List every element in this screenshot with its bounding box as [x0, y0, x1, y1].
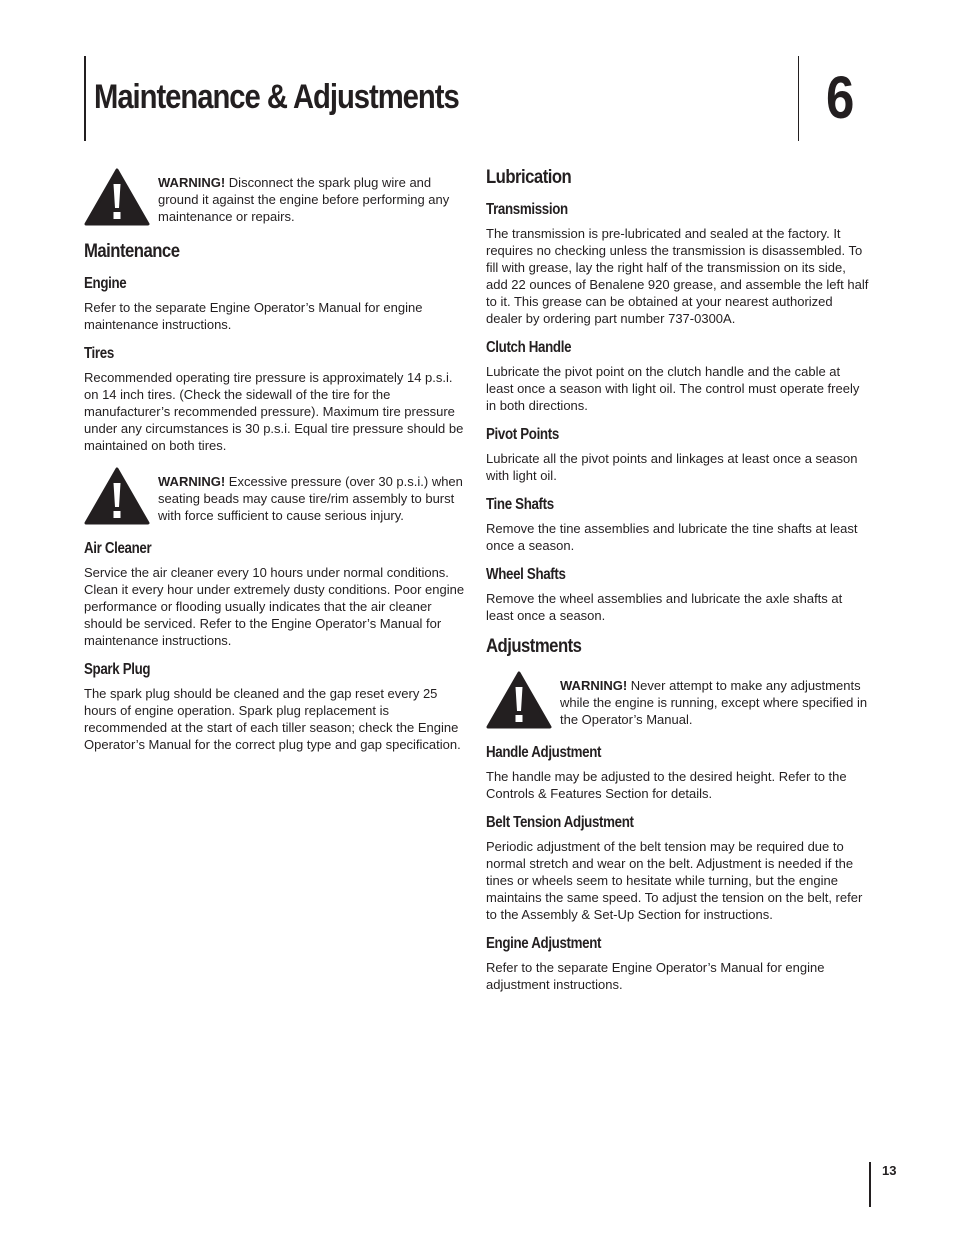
paragraph-engine: Refer to the separate Engine Operator’s Manual for engine maintenance instructions.	[84, 300, 423, 332]
paragraph-clutch-handle: Lubricate the pivot point on the clutch handle and the cable at least once a season with light oil. The control must operate freely in both directions.	[486, 364, 860, 413]
warning-triangle-icon	[84, 168, 150, 226]
warning-label: WARNING!	[560, 678, 628, 693]
warning-message: Never attempt to make any adjustments while the engine is running, except where specified in the Operator’s Manual.	[560, 678, 868, 727]
section-heading-lubrication: Lubrication	[486, 167, 572, 188]
subheading-engine: Engine	[84, 275, 127, 292]
subheading-handle-adjustment: Handle Adjustment	[486, 744, 602, 761]
subheading-clutch-handle: Clutch Handle	[486, 339, 572, 356]
paragraph-pivot-points: Lubricate all the pivot points and linkages at least once a season with light oil.	[486, 451, 858, 483]
paragraph-handle-adjustment: The handle may be adjusted to the desired height. Refer to the Controls & Features Section for details.	[486, 769, 847, 801]
paragraph-tine-shafts: Remove the tine assemblies and lubricate the tine shafts at least once a season.	[486, 521, 858, 553]
paragraph-wheel-shafts: Remove the wheel assemblies and lubricate the axle shafts at least once a season.	[486, 591, 843, 623]
subheading-transmission: Transmission	[486, 201, 568, 218]
subheading-air-cleaner: Air Cleaner	[84, 540, 152, 557]
warning-triangle-icon	[486, 671, 552, 729]
warning-label: WARNING!	[158, 175, 226, 190]
warning-text	[158, 473, 468, 524]
footer-rule	[869, 1162, 871, 1207]
paragraph-transmission: The transmission is pre-lubricated and sealed at the factory. It requires no checking unless the transmission is disassembled. To fill with grease, lay the right half of the transmission on its side, add 22 ounces of Benalene 920 grease, and assemble the left half to it. This grease can be obtained at your nearest authorized dealer by ordering part number 737-0300A.	[486, 226, 869, 326]
subheading-wheel-shafts: Wheel Shafts	[486, 566, 566, 583]
subheading-tires: Tires	[84, 345, 114, 362]
paragraph-tires: Recommended operating tire pressure is approximately 14 p.s.i. on 14 inch tires. (Check the sidewall of the tire for the manufacturer’s recommended pressure). Maximum tire pressure under any circumstances is 30 p.s.i. Equal tire pressure should be maintained on both tires.	[84, 370, 464, 453]
subheading-belt-tension-adjustment: Belt Tension Adjustment	[486, 814, 634, 831]
subheading-spark-plug: Spark Plug	[84, 661, 151, 678]
subheading-tine-shafts: Tine Shafts	[486, 496, 554, 513]
page-title: Maintenance & Adjustments	[94, 78, 459, 116]
warning-tire-pressure	[84, 465, 468, 525]
subheading-engine-adjustment: Engine Adjustment	[486, 935, 602, 952]
subheading-pivot-points: Pivot Points	[486, 426, 559, 443]
warning-triangle-icon	[84, 467, 150, 525]
paragraph-belt-tension-adjustment: Periodic adjustment of the belt tension may be required due to normal stretch and wear on the belt. Adjustment is needed if the tines or wheels seem to hesitate while turning, but the engine maintains the same speed. To adjust the tension on the belt, refer to the Assembly & Set-Up Section for instructions.	[486, 839, 863, 922]
header-rule-left	[84, 56, 86, 141]
warning-message: Disconnect the spark plug wire and ground it against the engine before performing any maintenance or repairs.	[158, 175, 450, 224]
warning-label: WARNING!	[158, 474, 226, 489]
warning-text	[158, 174, 468, 225]
right-column	[486, 166, 871, 1004]
paragraph-spark-plug: The spark plug should be cleaned and the gap reset every 25 hours of engine operation. Spark plug replacement is recommended at the start of each tiller season; check the Engine Operator’s Manual for the correct plug type and gap specification.	[84, 686, 461, 752]
warning-text	[560, 677, 871, 728]
paragraph-engine-adjustment: Refer to the separate Engine Operator’s Manual for engine adjustment instructions.	[486, 960, 825, 992]
section-heading-adjustments: Adjustments	[486, 636, 582, 657]
left-column	[84, 166, 468, 764]
warning-engine-running	[486, 669, 871, 729]
header-rule-right	[798, 56, 799, 141]
paragraph-air-cleaner: Service the air cleaner every 10 hours under normal conditions. Clean it every hour under extremely dusty conditions. Poor engine performance or flooding usually indicates that the air cleaner should be serviced. Refer to the Engine Operator’s Manual for maintenance instructions.	[84, 565, 465, 648]
chapter-number: 6	[826, 64, 855, 131]
page-number: 13	[882, 1163, 897, 1178]
warning-message: Excessive pressure (over 30 p.s.i.) when seating beads may cause tire/rim assembly to burst with force sufficient to cause serious injury.	[158, 474, 463, 523]
section-heading-maintenance: Maintenance	[84, 241, 180, 262]
warning-disconnect	[84, 166, 468, 226]
